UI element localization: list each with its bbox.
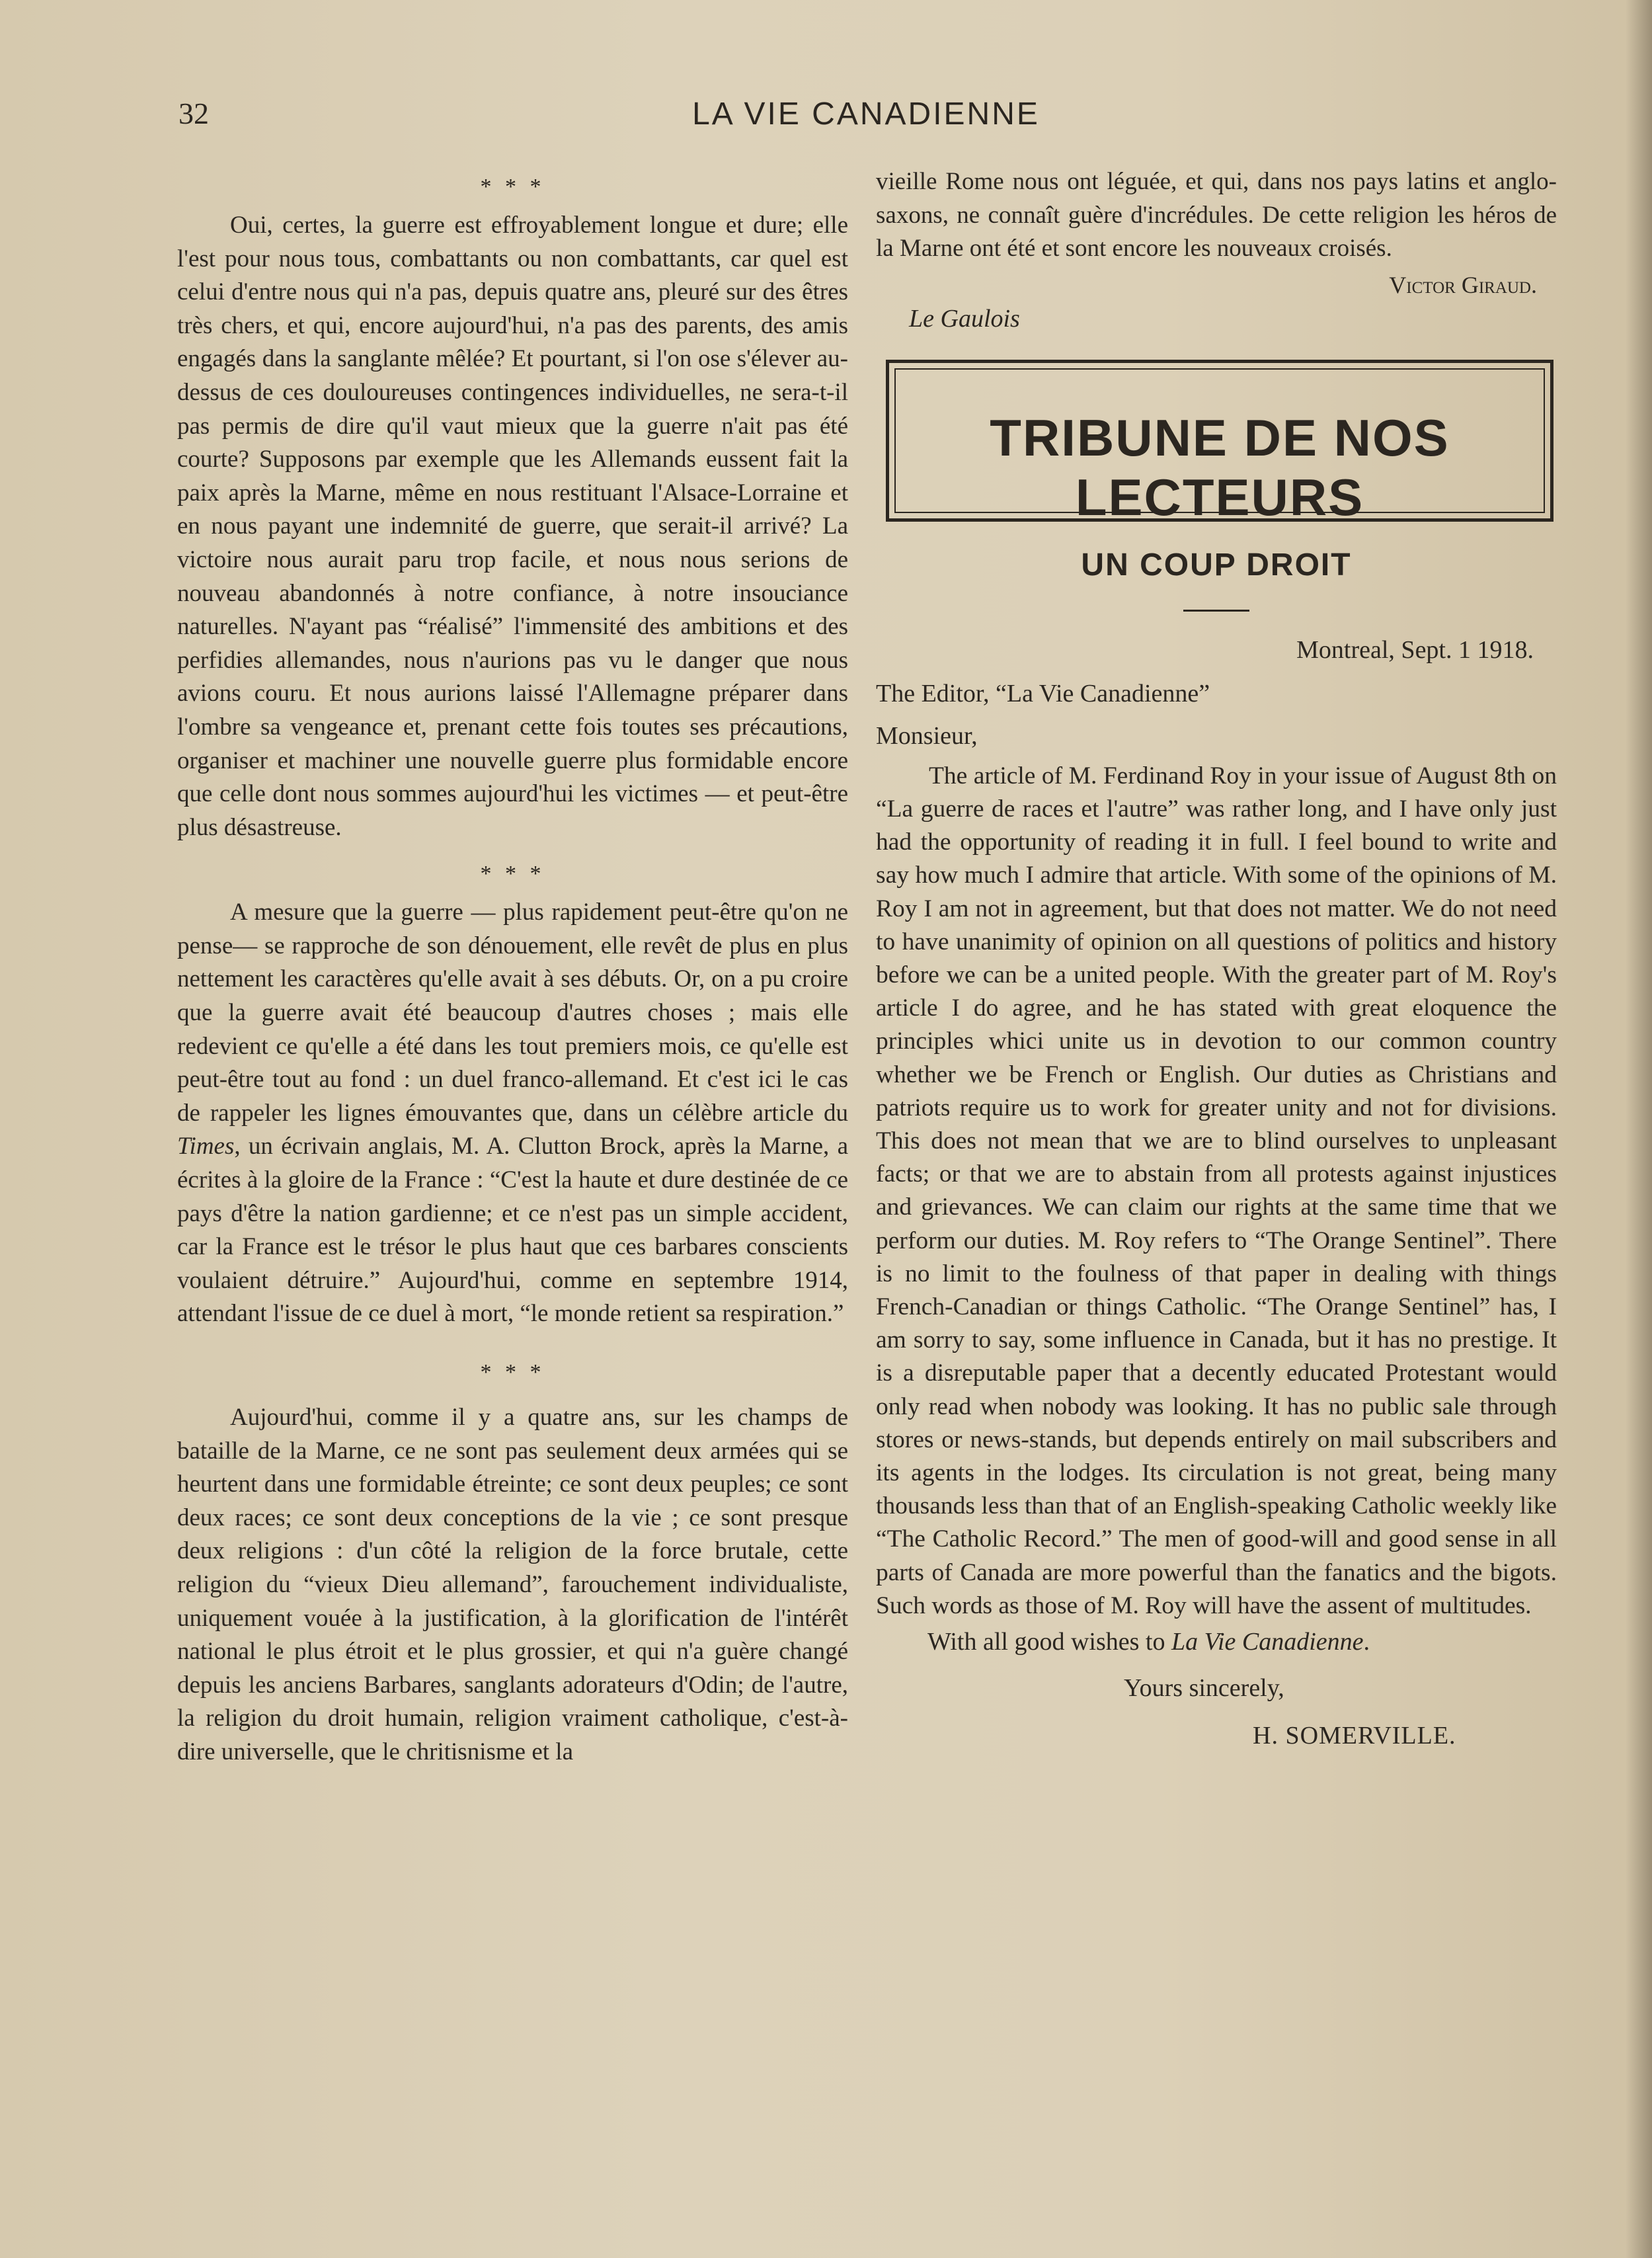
letter-addressee: The Editor, “La Vie Canadienne”	[876, 679, 1210, 707]
section-banner	[886, 360, 1554, 526]
article-author: Victor Giraud.	[1389, 271, 1537, 298]
right-column	[876, 165, 1557, 1752]
paragraph-continuation: vieille Rome nous ont léguée, et qui, dans nos pays latins et anglo-saxons, ne connaît guère d'incrédules. De cette religion les héros de la Marne ont été et sont encore les nouveaux croisés.	[876, 168, 1557, 262]
paragraph-franco-german-duel: A mesure que la guerre — plus rapidement peut-être qu'on ne pense— se rapproche de son dénouement, elle revêt de plus en plus nettement les caractères qu'elle avait à ses débuts. Or, on a pu croire que la guerre avait été beaucoup d'autres choses ; mais elle redevient ce qu'elle a été dans les tout premiers mois, ce qu'elle est peut-être tout au fond : un duel franco-allemand. Et c'est ici le cas de rappeler les lignes émouvantes que, dans un célèbre article du Times, un écrivain anglais, M. A. Clutton Brock, après la Marne, a écrites à la gloire de la France : “C'est la haute et dure destinée de ce pays d'être la nation gardienne; et ce n'est pas un simple accident, car la France est le trésor le plus haut que ces barbares conscients voulaient détruire.” Aujourd'hui, comme en septembre 1914, attendant l'issue de ce duel à mort, “le monde retient sa respiration.”	[177, 899, 848, 1328]
letter-body: The article of M. Ferdinand Roy in your issue of August 8th on “La guerre de races et l'autre” was rather long, and I have only just had the opportunity of reading it in full. I feel bound to write and say how much I admire that article. With some of the opinions of M. Roy I am not in agreement, but that does not matter. We do not need to have unanimity of opinion on all questions of politics and history before we can be a united people. With the greater part of M. Roy's article I do agree, and he has stated with great eloquence the principles whici unite us in devotion to our common country whether we be French or English. Our duties as Christians and patriots require us to work for greater unity and not for divisions. This does not mean that we are to blind ourselves to unpleasant facts; or that we are to abstain from all protests against injustices and grievances. We can claim our rights at the same time that we perform our duties. M. Roy refers to “The Orange Sentinel”. There is no limit to the foulness of that paper in dealing with things French-Canadian or things Catholic. “The Orange Sentinel” has, I am sorry to say, some influence in Canada, but it has no prestige. It is a disreputable paper that a decently educated Protestant would only read when nobody was looking. It has no public sale through stores or news-stands, but depends entirely on mail subscribers and its agents in the lodges. Its circulation is not great, being many thousands less than that of an English-speaking Catholic weekly like “The Catholic Record.” The men of good-will and good sense in all parts of Canada are more powerful than the fanatics and the bigots. Such words as those of M. Roy will have the assent of multitudes.	[876, 762, 1557, 1619]
left-column	[177, 165, 848, 1769]
letter-salutation: Monsieur,	[876, 721, 978, 750]
page-header	[178, 96, 1554, 142]
section-separator: * * *	[480, 1360, 545, 1385]
section-title: TRIBUNE DE NOS LECTEURS	[990, 408, 1450, 526]
article-title: UN COUP DROIT	[1081, 547, 1352, 583]
section-separator: * * *	[480, 175, 545, 199]
letter-valediction: Yours sincerely,	[1124, 1674, 1284, 1703]
article-source: Le Gaulois	[909, 304, 1020, 333]
paragraph-two-religions: Aujourd'hui, comme il y a quatre ans, sur les champs de bataille de la Marne, ce ne sont pas seulement deux armées qui se heurtent dans une formidable étreinte; ce sont deux peuples; ce sont deux races; ce sont deux conceptions de la vie ; ce sont presque deux religions : d'un côté la religion de la force brutale, cette religion du “vieux Dieu allemand”, farouchement individualiste, uniquement vouée à la justification, à la glorification de l'intérêt national le plus étroit et le plus grossier, et qui n'a guère changé depuis les anciens Barbares, sanglants adorateurs d'Odin; de l'autre, la religion du droit humain, religion vraiment catholique, c'est-à-dire universelle, que le chritisnisme et la	[177, 1404, 848, 1765]
times-reference: Times	[177, 1133, 235, 1160]
page-number: 32	[178, 97, 209, 130]
letter-closing: With all good wishes to La Vie Canadienne.	[927, 1628, 1370, 1656]
title-rule	[1183, 610, 1249, 612]
letter-dateline: Montreal, Sept. 1 1918.	[1296, 635, 1534, 664]
running-title: LA VIE CANADIENNE	[692, 97, 1040, 132]
section-separator: * * *	[480, 862, 545, 887]
letter-signature: H. SOMERVILLE.	[1253, 1722, 1456, 1750]
paragraph-war-long: Oui, certes, la guerre est effroyablement longue et dure; elle l'est pour nous tous, combattants ou non combattants, car quel est celui d'entre nous qui n'a pas, depuis quatre ans, pleuré sur des êtres très chers, et qui, encore aujourd'hui, n'a pas des parents, des amis engagés dans la sanglante mêlée? Et pourtant, si l'on ose s'élever au-dessus de ces douloureuses contingences individuelles, ne sera-t-il pas permis de dire qu'il vaut mieux que la guerre n'ait pas été courte? Supposons par exemple que les Allemands eussent fait la paix après la Marne, même en nous restituant l'Alsace-Lorraine et en nous payant une indemnité de guerre, que serait-il arrivé? La victoire nous aurait paru trop facile, et nous nous serions de nouveau abandonnés à notre confiance, à notre insouciance naturelles. N'ayant pas “réalisé” l'immensité des ambitions et des perfidies allemandes, nous n'aurions pas vu le danger que nous avions couru. Et nous aurions laissé l'Allemagne préparer dans l'ombre sa vengeance et, prenant cette fois toutes ses précautions, organiser et machiner une nouvelle guerre plus formidable encore que celle dont nous sommes aujourd'hui les victimes — et peut-être plus désastreuse.	[177, 212, 848, 841]
